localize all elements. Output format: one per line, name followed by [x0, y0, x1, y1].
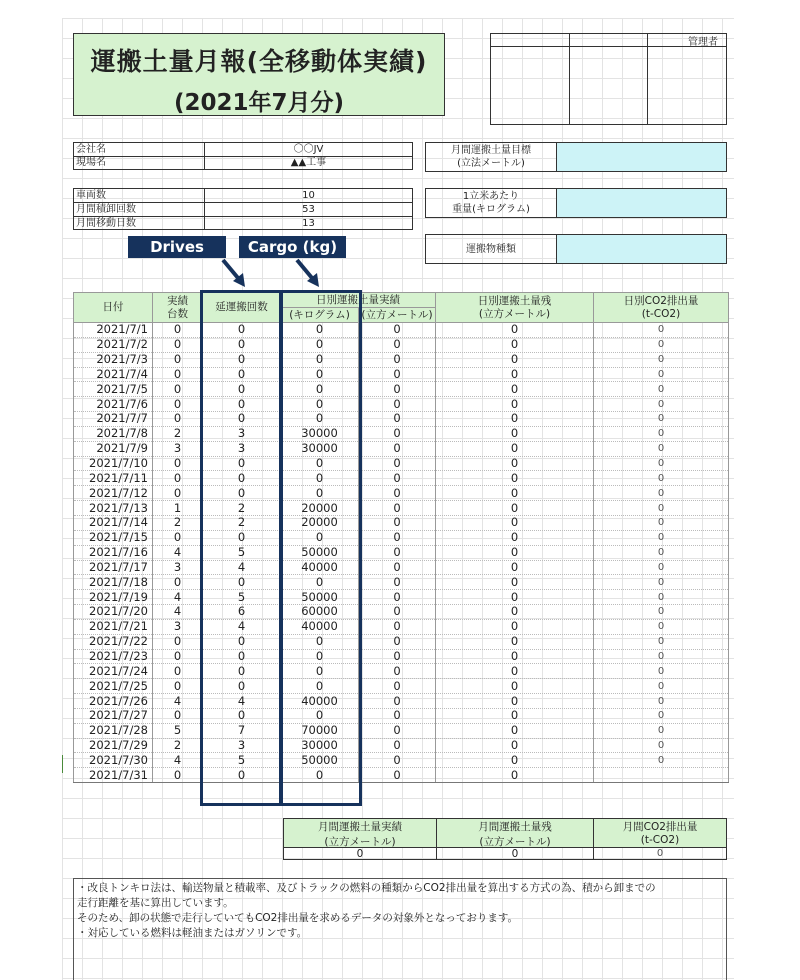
cell-vehicles[interactable]: 0	[153, 708, 203, 723]
cell-date[interactable]: 2021/7/25	[74, 679, 153, 694]
cell-kg[interactable]: 40000	[281, 560, 359, 575]
site-label: 現場名	[76, 157, 106, 168]
cell-vehicles[interactable]: 0	[153, 664, 203, 679]
cell-date[interactable]: 2021/7/5	[74, 382, 153, 397]
cell-kg[interactable]: 20000	[281, 515, 359, 530]
col-date: 日付	[74, 293, 153, 323]
company-label: 会社名	[76, 144, 106, 155]
cell-date[interactable]: 2021/7/7	[74, 412, 153, 427]
cell-trips[interactable]: 0	[203, 367, 281, 382]
manager-label: 管理者	[688, 37, 718, 48]
cell-remaining[interactable]: 0	[436, 605, 594, 620]
cell-kg[interactable]: 50000	[281, 590, 359, 605]
cell-trips[interactable]: 0	[203, 323, 281, 338]
cell-trips[interactable]: 5	[203, 590, 281, 605]
cell-vehicles[interactable]: 2	[153, 515, 203, 530]
loads-label: 月間積卸回数	[76, 204, 136, 215]
col-co2: 日別CO2排出量 (t-CO2)	[594, 293, 729, 323]
cell-vehicles[interactable]: 4	[153, 605, 203, 620]
cell-vehicles[interactable]: 0	[153, 471, 203, 486]
cell-remaining[interactable]: 0	[436, 441, 594, 456]
cell-m3[interactable]: 0	[359, 501, 436, 516]
cell-vehicles[interactable]: 0	[153, 575, 203, 590]
cell-vehicles[interactable]: 5	[153, 723, 203, 738]
cell-co2[interactable]: 0	[594, 545, 729, 560]
cell-m3[interactable]: 0	[359, 323, 436, 338]
cell-date[interactable]: 2021/7/10	[74, 456, 153, 471]
cell-m3[interactable]: 0	[359, 426, 436, 441]
cell-vehicles[interactable]: 0	[153, 323, 203, 338]
cell-date[interactable]: 2021/7/28	[74, 723, 153, 738]
cell-trips[interactable]: 5	[203, 753, 281, 768]
col-vehicles: 実績 台数	[153, 293, 203, 323]
cell-co2[interactable]: 0	[594, 441, 729, 456]
cell-kg[interactable]: 0	[281, 397, 359, 412]
cell-remaining[interactable]: 0	[436, 323, 594, 338]
cell-vehicles[interactable]: 4	[153, 753, 203, 768]
daily-transport-table	[73, 292, 729, 783]
cell-kg[interactable]: 0	[281, 530, 359, 545]
note-line: 走行距離を基に算出しています。	[77, 897, 234, 909]
cell-remaining[interactable]: 0	[436, 649, 594, 664]
cell-trips[interactable]: 0	[203, 352, 281, 367]
cell-remaining[interactable]: 0	[436, 590, 594, 605]
cell-trips[interactable]: 5	[203, 545, 281, 560]
cell-trips[interactable]: 0	[203, 634, 281, 649]
cell-remaining[interactable]: 0	[436, 337, 594, 352]
cell-trips[interactable]: 0	[203, 382, 281, 397]
cell-kg[interactable]: 60000	[281, 605, 359, 620]
table-row	[74, 768, 729, 783]
cell-vehicles[interactable]: 4	[153, 590, 203, 605]
cell-kg[interactable]: 0	[281, 634, 359, 649]
report-title: 運搬土量月報(全移動体実績)	[90, 47, 428, 76]
cell-remaining[interactable]: 0	[436, 634, 594, 649]
cell-vehicles[interactable]: 3	[153, 619, 203, 634]
col-remaining: 日別運搬土量残 (立方メートル)	[436, 293, 594, 323]
site-value[interactable]: ▲▲工事	[204, 156, 412, 169]
cell-kg[interactable]: 0	[281, 708, 359, 723]
cell-trips[interactable]: 0	[203, 337, 281, 352]
note-line: ・改良トンキロ法は、輸送物量と積載率、及びトラックの燃料の種類からCO2排出量を算出する方式の為、積から卸までの	[77, 882, 656, 894]
monthly-co2-value: 0	[593, 847, 727, 860]
cell-co2[interactable]: 0	[594, 367, 729, 382]
col-kg: (キログラム)	[281, 308, 359, 323]
cell-m3[interactable]: 0	[359, 753, 436, 768]
cell-remaining[interactable]: 0	[436, 501, 594, 516]
monthly-co2-header: 月間CO2排出量 (t-CO2)	[593, 818, 727, 848]
cell-remaining[interactable]: 0	[436, 382, 594, 397]
col-m3: (立方メートル)	[359, 308, 436, 323]
cell-remaining[interactable]: 0	[436, 738, 594, 753]
cell-kg[interactable]: 0	[281, 486, 359, 501]
cell-co2[interactable]: 0	[594, 471, 729, 486]
monthly-remaining-header: 月間運搬土量残 (立方メートル)	[436, 818, 594, 848]
table-row	[74, 753, 729, 768]
cell-co2[interactable]: 0	[594, 664, 729, 679]
cell-co2[interactable]: 0	[594, 649, 729, 664]
notes-box	[73, 878, 727, 980]
report-period: (2021年7月分)	[173, 90, 345, 116]
cell-m3[interactable]: 0	[359, 515, 436, 530]
table-row	[74, 397, 729, 412]
cell-vehicles[interactable]: 1	[153, 501, 203, 516]
row-marker	[62, 755, 63, 773]
cell-remaining[interactable]: 0	[436, 619, 594, 634]
cell-date[interactable]: 2021/7/23	[74, 649, 153, 664]
cell-m3[interactable]: 0	[359, 352, 436, 367]
cell-kg[interactable]: 0	[281, 367, 359, 382]
cell-vehicles[interactable]: 4	[153, 694, 203, 709]
table-row	[74, 619, 729, 634]
annotation-arrows	[0, 0, 800, 300]
cell-date[interactable]: 2021/7/4	[74, 367, 153, 382]
cell-m3[interactable]: 0	[359, 738, 436, 753]
note-line: そのため、卸の状態で走行していてもCO2排出量を求めるデータの対象外となっております。	[77, 912, 519, 924]
cell-co2[interactable]: 0	[594, 575, 729, 590]
cell-vehicles[interactable]: 0	[153, 679, 203, 694]
cell-remaining[interactable]: 0	[436, 471, 594, 486]
cell-date[interactable]: 2021/7/26	[74, 694, 153, 709]
cell-trips[interactable]: 6	[203, 605, 281, 620]
cell-vehicles[interactable]: 0	[153, 530, 203, 545]
cell-co2[interactable]: 0	[594, 560, 729, 575]
table-row	[74, 501, 729, 516]
cell-co2[interactable]: 0	[594, 590, 729, 605]
cargo-annotation: Cargo (kg)	[239, 236, 346, 258]
days-label: 月間移動日数	[76, 218, 136, 229]
cell-date[interactable]: 2021/7/14	[74, 515, 153, 530]
cell-kg[interactable]: 30000	[281, 426, 359, 441]
col-trips: 延運搬回数	[203, 293, 281, 323]
cell-kg[interactable]: 20000	[281, 501, 359, 516]
cell-m3[interactable]: 0	[359, 664, 436, 679]
cell-vehicles[interactable]: 3	[153, 441, 203, 456]
cell-trips[interactable]: 0	[203, 471, 281, 486]
cell-vehicles[interactable]: 0	[153, 768, 203, 783]
cell-trips[interactable]: 4	[203, 560, 281, 575]
cell-date[interactable]: 2021/7/9	[74, 441, 153, 456]
cell-remaining[interactable]: 0	[436, 367, 594, 382]
cell-trips[interactable]: 3	[203, 738, 281, 753]
cell-date[interactable]: 2021/7/1	[74, 323, 153, 338]
cell-remaining[interactable]: 0	[436, 694, 594, 709]
cell-trips[interactable]: 3	[203, 441, 281, 456]
cell-m3[interactable]: 0	[359, 367, 436, 382]
cell-co2[interactable]: 0	[594, 486, 729, 501]
cell-m3[interactable]: 0	[359, 619, 436, 634]
cell-date[interactable]: 2021/7/8	[74, 426, 153, 441]
cell-remaining[interactable]: 0	[436, 560, 594, 575]
cell-date[interactable]: 2021/7/19	[74, 590, 153, 605]
material-label: 運搬物種類	[466, 244, 516, 255]
cell-vehicles[interactable]: 0	[153, 486, 203, 501]
vehicles-value[interactable]: 10	[204, 189, 412, 202]
cell-date[interactable]: 2021/7/17	[74, 560, 153, 575]
cell-remaining[interactable]: 0	[436, 575, 594, 590]
cell-co2[interactable]: 0	[594, 738, 729, 753]
cargo-highlight	[280, 290, 362, 806]
cell-vehicles[interactable]: 4	[153, 545, 203, 560]
cell-vehicles[interactable]: 0	[153, 352, 203, 367]
cell-kg[interactable]: 40000	[281, 619, 359, 634]
cell-m3[interactable]: 0	[359, 605, 436, 620]
cell-remaining[interactable]: 0	[436, 412, 594, 427]
cell-date[interactable]: 2021/7/2	[74, 337, 153, 352]
cell-remaining[interactable]: 0	[436, 545, 594, 560]
cell-co2[interactable]: 0	[594, 634, 729, 649]
cell-trips[interactable]: 0	[203, 530, 281, 545]
cell-kg[interactable]: 0	[281, 323, 359, 338]
cell-m3[interactable]: 0	[359, 560, 436, 575]
cell-remaining[interactable]: 0	[436, 708, 594, 723]
cell-trips[interactable]: 0	[203, 412, 281, 427]
cell-m3[interactable]: 0	[359, 590, 436, 605]
cell-m3[interactable]: 0	[359, 412, 436, 427]
table-row	[74, 738, 729, 753]
cell-vehicles[interactable]: 0	[153, 397, 203, 412]
cell-remaining[interactable]: 0	[436, 679, 594, 694]
cell-date[interactable]: 2021/7/24	[74, 664, 153, 679]
cell-co2[interactable]: 0	[594, 723, 729, 738]
days-value[interactable]: 13	[204, 217, 412, 230]
target-label: 月間運搬土量目標 (立法メートル)	[451, 145, 531, 169]
cell-trips[interactable]: 0	[203, 708, 281, 723]
cell-date[interactable]: 2021/7/15	[74, 530, 153, 545]
table-row	[74, 575, 729, 590]
cargo-arrow-icon	[297, 260, 319, 287]
cell-co2[interactable]: 0	[594, 708, 729, 723]
cell-trips[interactable]: 0	[203, 768, 281, 783]
cell-co2[interactable]: 0	[594, 352, 729, 367]
cell-vehicles[interactable]: 0	[153, 412, 203, 427]
company-value[interactable]: 〇〇JV	[204, 143, 412, 156]
cell-co2[interactable]: 0	[594, 397, 729, 412]
cell-vehicles[interactable]: 3	[153, 560, 203, 575]
cell-vehicles[interactable]: 0	[153, 456, 203, 471]
table-row	[74, 323, 729, 338]
table-row	[74, 560, 729, 575]
table-row	[74, 382, 729, 397]
cell-trips[interactable]: 0	[203, 649, 281, 664]
cell-co2[interactable]: 0	[594, 679, 729, 694]
cell-date[interactable]: 2021/7/11	[74, 471, 153, 486]
cell-m3[interactable]: 0	[359, 634, 436, 649]
cell-date[interactable]: 2021/7/3	[74, 352, 153, 367]
cell-m3[interactable]: 0	[359, 530, 436, 545]
cell-date[interactable]: 2021/7/20	[74, 605, 153, 620]
cell-kg[interactable]: 40000	[281, 694, 359, 709]
cell-date[interactable]: 2021/7/30	[74, 753, 153, 768]
cell-m3[interactable]: 0	[359, 441, 436, 456]
cell-kg[interactable]: 50000	[281, 545, 359, 560]
drives-annotation: Drives	[128, 236, 226, 258]
cell-trips[interactable]: 3	[203, 426, 281, 441]
cell-vehicles[interactable]: 2	[153, 426, 203, 441]
table-row	[74, 441, 729, 456]
cell-date[interactable]: 2021/7/12	[74, 486, 153, 501]
cell-m3[interactable]: 0	[359, 337, 436, 352]
cell-trips[interactable]: 4	[203, 619, 281, 634]
cell-remaining[interactable]: 0	[436, 352, 594, 367]
vehicles-label: 車両数	[76, 190, 106, 201]
cell-kg[interactable]: 0	[281, 382, 359, 397]
cell-m3[interactable]: 0	[359, 679, 436, 694]
cell-kg[interactable]: 50000	[281, 753, 359, 768]
cell-remaining[interactable]: 0	[436, 753, 594, 768]
cell-trips[interactable]: 0	[203, 456, 281, 471]
cell-date[interactable]: 2021/7/27	[74, 708, 153, 723]
cell-remaining[interactable]: 0	[436, 515, 594, 530]
cell-co2[interactable]: 0	[594, 323, 729, 338]
table-row	[74, 664, 729, 679]
cell-date[interactable]: 2021/7/31	[74, 768, 153, 783]
weight-label: 1立米あたり 重量(キログラム)	[452, 191, 530, 215]
cell-kg[interactable]: 0	[281, 679, 359, 694]
cell-trips[interactable]: 0	[203, 575, 281, 590]
cell-remaining[interactable]: 0	[436, 456, 594, 471]
cell-vehicles[interactable]: 0	[153, 649, 203, 664]
cell-co2[interactable]: 0	[594, 605, 729, 620]
cell-vehicles[interactable]: 0	[153, 337, 203, 352]
cell-m3[interactable]: 0	[359, 456, 436, 471]
cell-date[interactable]: 2021/7/18	[74, 575, 153, 590]
monthly-actual-header: 月間運搬土量実績 (立方メートル)	[283, 818, 437, 848]
cell-m3[interactable]: 0	[359, 768, 436, 783]
table-row	[74, 679, 729, 694]
cell-kg[interactable]: 30000	[281, 738, 359, 753]
cell-vehicles[interactable]: 0	[153, 634, 203, 649]
cell-kg[interactable]: 70000	[281, 723, 359, 738]
monthly-remaining-value: 0	[436, 847, 594, 860]
cell-kg[interactable]: 0	[281, 352, 359, 367]
col-daily-volume: 日別運搬土量実績	[281, 293, 436, 308]
table-row	[74, 634, 729, 649]
cell-kg[interactable]: 0	[281, 471, 359, 486]
cell-trips[interactable]: 7	[203, 723, 281, 738]
cell-m3[interactable]: 0	[359, 397, 436, 412]
cell-m3[interactable]: 0	[359, 694, 436, 709]
loads-value[interactable]: 53	[204, 203, 412, 216]
cell-date[interactable]: 2021/7/29	[74, 738, 153, 753]
cell-kg[interactable]: 0	[281, 456, 359, 471]
drives-arrow-icon	[223, 260, 245, 287]
cell-m3[interactable]: 0	[359, 545, 436, 560]
table-row	[74, 708, 729, 723]
cell-co2[interactable]: 0	[594, 515, 729, 530]
cell-co2[interactable]: 0	[594, 619, 729, 634]
drives-highlight	[200, 290, 282, 806]
cell-remaining[interactable]: 0	[436, 664, 594, 679]
table-row	[74, 426, 729, 441]
cell-date[interactable]: 2021/7/21	[74, 619, 153, 634]
cell-m3[interactable]: 0	[359, 382, 436, 397]
cell-kg[interactable]: 0	[281, 412, 359, 427]
table-row	[74, 337, 729, 352]
table-row	[74, 545, 729, 560]
table-row	[74, 471, 729, 486]
monthly-actual-value: 0	[283, 847, 437, 860]
cell-co2[interactable]: 0	[594, 753, 729, 768]
cell-date[interactable]: 2021/7/16	[74, 545, 153, 560]
cell-vehicles[interactable]: 0	[153, 382, 203, 397]
cell-trips[interactable]: 0	[203, 664, 281, 679]
cell-m3[interactable]: 0	[359, 649, 436, 664]
table-row	[74, 486, 729, 501]
table-row	[74, 649, 729, 664]
cell-kg[interactable]: 0	[281, 664, 359, 679]
table-row	[74, 367, 729, 382]
cell-co2[interactable]: 0	[594, 530, 729, 545]
cell-date[interactable]: 2021/7/13	[74, 501, 153, 516]
cell-kg[interactable]: 30000	[281, 441, 359, 456]
cell-date[interactable]: 2021/7/6	[74, 397, 153, 412]
cell-remaining[interactable]: 0	[436, 486, 594, 501]
table-row	[74, 694, 729, 709]
note-line: ・対応している燃料は軽油またはガソリンです。	[77, 927, 308, 939]
cell-m3[interactable]: 0	[359, 575, 436, 590]
cell-trips[interactable]: 2	[203, 501, 281, 516]
cell-m3[interactable]: 0	[359, 486, 436, 501]
cell-trips[interactable]: 0	[203, 679, 281, 694]
cell-co2[interactable]: 0	[594, 337, 729, 352]
table-row	[74, 412, 729, 427]
cell-vehicles[interactable]: 2	[153, 738, 203, 753]
cell-co2[interactable]	[594, 768, 729, 783]
cell-remaining[interactable]: 0	[436, 723, 594, 738]
table-row	[74, 723, 729, 738]
cell-date[interactable]: 2021/7/22	[74, 634, 153, 649]
cell-co2[interactable]: 0	[594, 382, 729, 397]
cell-co2[interactable]: 0	[594, 426, 729, 441]
cell-remaining[interactable]: 0	[436, 768, 594, 783]
cell-co2[interactable]: 0	[594, 456, 729, 471]
cell-co2[interactable]: 0	[594, 412, 729, 427]
cell-co2[interactable]: 0	[594, 501, 729, 516]
cell-kg[interactable]: 0	[281, 649, 359, 664]
cell-trips[interactable]: 2	[203, 515, 281, 530]
cell-kg[interactable]: 0	[281, 337, 359, 352]
cell-kg[interactable]: 0	[281, 768, 359, 783]
cell-co2[interactable]: 0	[594, 694, 729, 709]
cell-remaining[interactable]: 0	[436, 530, 594, 545]
cell-m3[interactable]: 0	[359, 723, 436, 738]
table-row	[74, 515, 729, 530]
table-row	[74, 456, 729, 471]
cell-kg[interactable]: 0	[281, 575, 359, 590]
table-row	[74, 352, 729, 367]
cell-m3[interactable]: 0	[359, 471, 436, 486]
table-row	[74, 590, 729, 605]
cell-trips[interactable]: 4	[203, 694, 281, 709]
cell-remaining[interactable]: 0	[436, 397, 594, 412]
cell-trips[interactable]: 0	[203, 486, 281, 501]
cell-m3[interactable]: 0	[359, 708, 436, 723]
cell-trips[interactable]: 0	[203, 397, 281, 412]
table-row	[74, 605, 729, 620]
cell-vehicles[interactable]: 0	[153, 367, 203, 382]
table-row	[74, 530, 729, 545]
cell-remaining[interactable]: 0	[436, 426, 594, 441]
